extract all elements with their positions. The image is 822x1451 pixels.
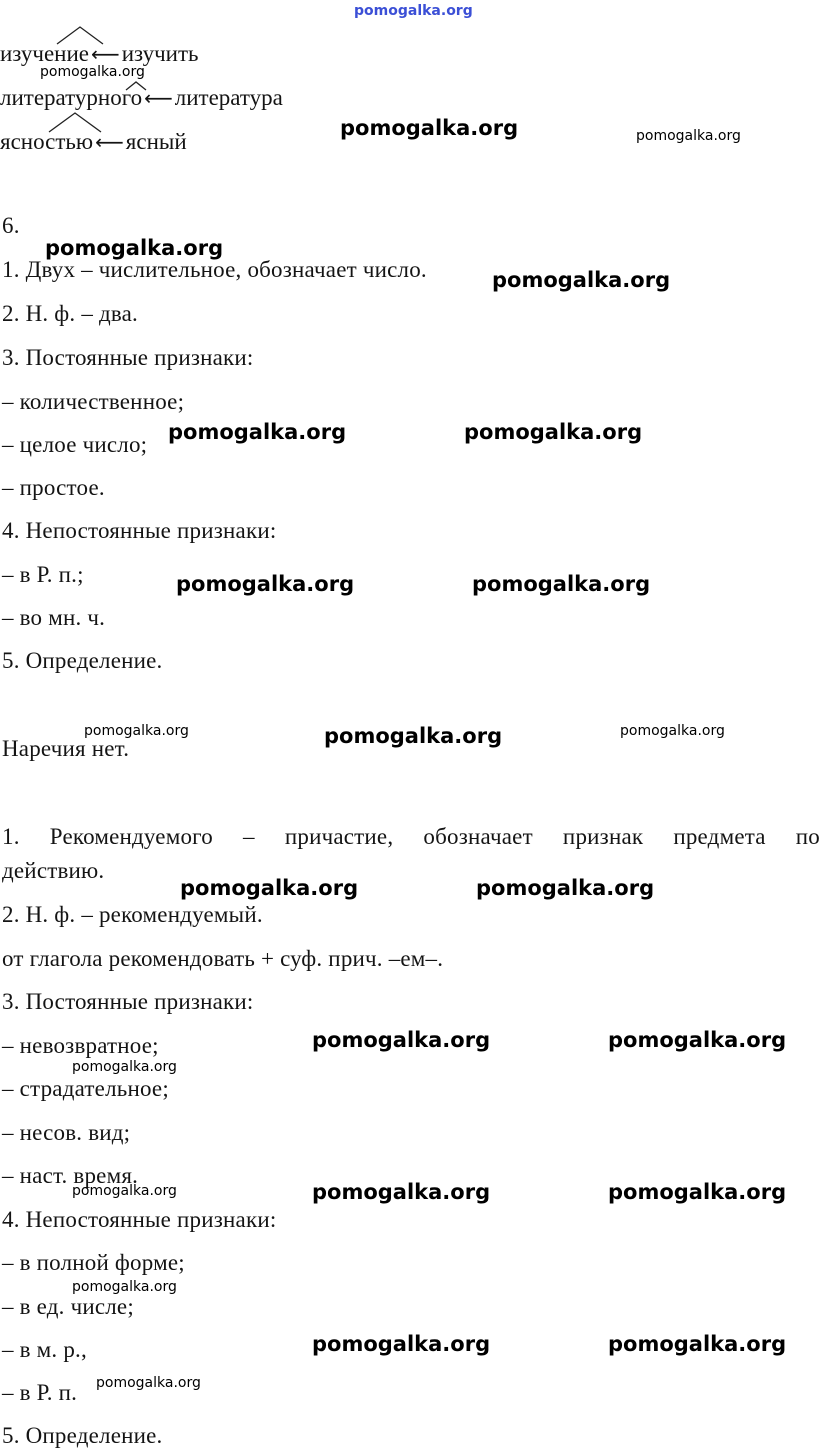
analysis-line: 1. Рекомендуемого – причастие, обозначает признак предмета по: [2, 824, 820, 849]
base-word: литература: [174, 85, 283, 110]
analysis-line: 5. Определение.: [2, 1423, 163, 1448]
analysis-line: – в Р. п.;: [2, 562, 84, 587]
watermark: pomogalka.org: [168, 420, 347, 444]
analysis-line: 2. Н. ф. – два.: [2, 301, 138, 326]
watermark: pomogalka.org: [84, 723, 189, 739]
watermark: pomogalka.org: [176, 572, 355, 596]
analysis-line: – простое.: [2, 475, 105, 500]
analysis-line: – количественное;: [2, 389, 185, 414]
watermark: pomogalka.org: [476, 876, 655, 900]
watermark: pomogalka.org: [72, 1279, 177, 1295]
watermark: pomogalka.org: [324, 724, 503, 748]
watermark: pomogalka.org: [312, 1180, 491, 1204]
watermark: pomogalka.org: [464, 420, 643, 444]
analysis-line: – в ед. числе;: [2, 1294, 134, 1319]
analysis-line: – наст. время.: [2, 1163, 139, 1188]
analysis-line: 2. Н. ф. – рекомендуемый.: [2, 902, 263, 927]
watermark: pomogalka.org: [40, 64, 145, 80]
analysis-line: 3. Постоянные признаки:: [2, 989, 254, 1014]
derived-word: ясностью: [0, 129, 94, 154]
watermark: pomogalka.org: [608, 1028, 787, 1052]
base-word: изучить: [121, 41, 199, 66]
analysis-line: – несов. вид;: [2, 1120, 131, 1145]
analysis-line: – во мн. ч.: [2, 605, 106, 630]
watermark: pomogalka.org: [608, 1180, 787, 1204]
watermark: pomogalka.org: [96, 1375, 201, 1391]
watermark: pomogalka.org: [72, 1059, 177, 1075]
derived-word: литературного: [0, 85, 143, 110]
derived-word: изучение: [0, 41, 90, 66]
base-word: ясный: [125, 129, 187, 154]
analysis-line: – в Р. п.: [2, 1380, 78, 1405]
analysis-line: от глагола рекомендовать + суф. прич. –ем–.: [2, 946, 444, 971]
arrow-left-icon: ⟵: [144, 86, 173, 110]
analysis-line: – целое число;: [2, 432, 148, 457]
arrow-left-icon: ⟵: [95, 130, 124, 154]
analysis-line: – в полной форме;: [2, 1250, 185, 1275]
watermark: pomogalka.org: [180, 876, 359, 900]
analysis-line: – страдательное;: [2, 1076, 169, 1101]
watermark: pomogalka.org: [620, 723, 725, 739]
arrow-left-icon: ⟵: [91, 42, 120, 66]
section-number: 6.: [2, 213, 20, 238]
analysis-line: – невозвратное;: [2, 1033, 159, 1058]
header-watermark: pomogalka.org: [354, 3, 473, 19]
watermark: pomogalka.org: [340, 116, 519, 140]
watermark: pomogalka.org: [472, 572, 651, 596]
analysis-line: 4. Непостоянные признаки:: [2, 1207, 277, 1232]
suffix-arc-icon: [55, 24, 105, 46]
watermark: pomogalka.org: [45, 236, 224, 260]
analysis-line: 4. Непостоянные признаки:: [2, 518, 277, 543]
watermark: pomogalka.org: [72, 1183, 177, 1199]
analysis-line: 5. Определение.: [2, 648, 163, 673]
suffix-arc-icon: [47, 110, 103, 134]
watermark: pomogalka.org: [636, 128, 741, 144]
watermark: pomogalka.org: [312, 1332, 491, 1356]
watermark: pomogalka.org: [312, 1028, 491, 1052]
suffix-arc-icon: [124, 80, 148, 92]
adverb-note: Наречия нет.: [2, 736, 130, 761]
analysis-line: 3. Постоянные признаки:: [2, 345, 254, 370]
analysis-line: 1. Двух – числительное, обозначает число.: [2, 257, 427, 282]
watermark: pomogalka.org: [492, 268, 671, 292]
analysis-line: – в м. р.,: [2, 1337, 87, 1362]
watermark: pomogalka.org: [608, 1332, 787, 1356]
analysis-line: действию.: [2, 858, 105, 883]
